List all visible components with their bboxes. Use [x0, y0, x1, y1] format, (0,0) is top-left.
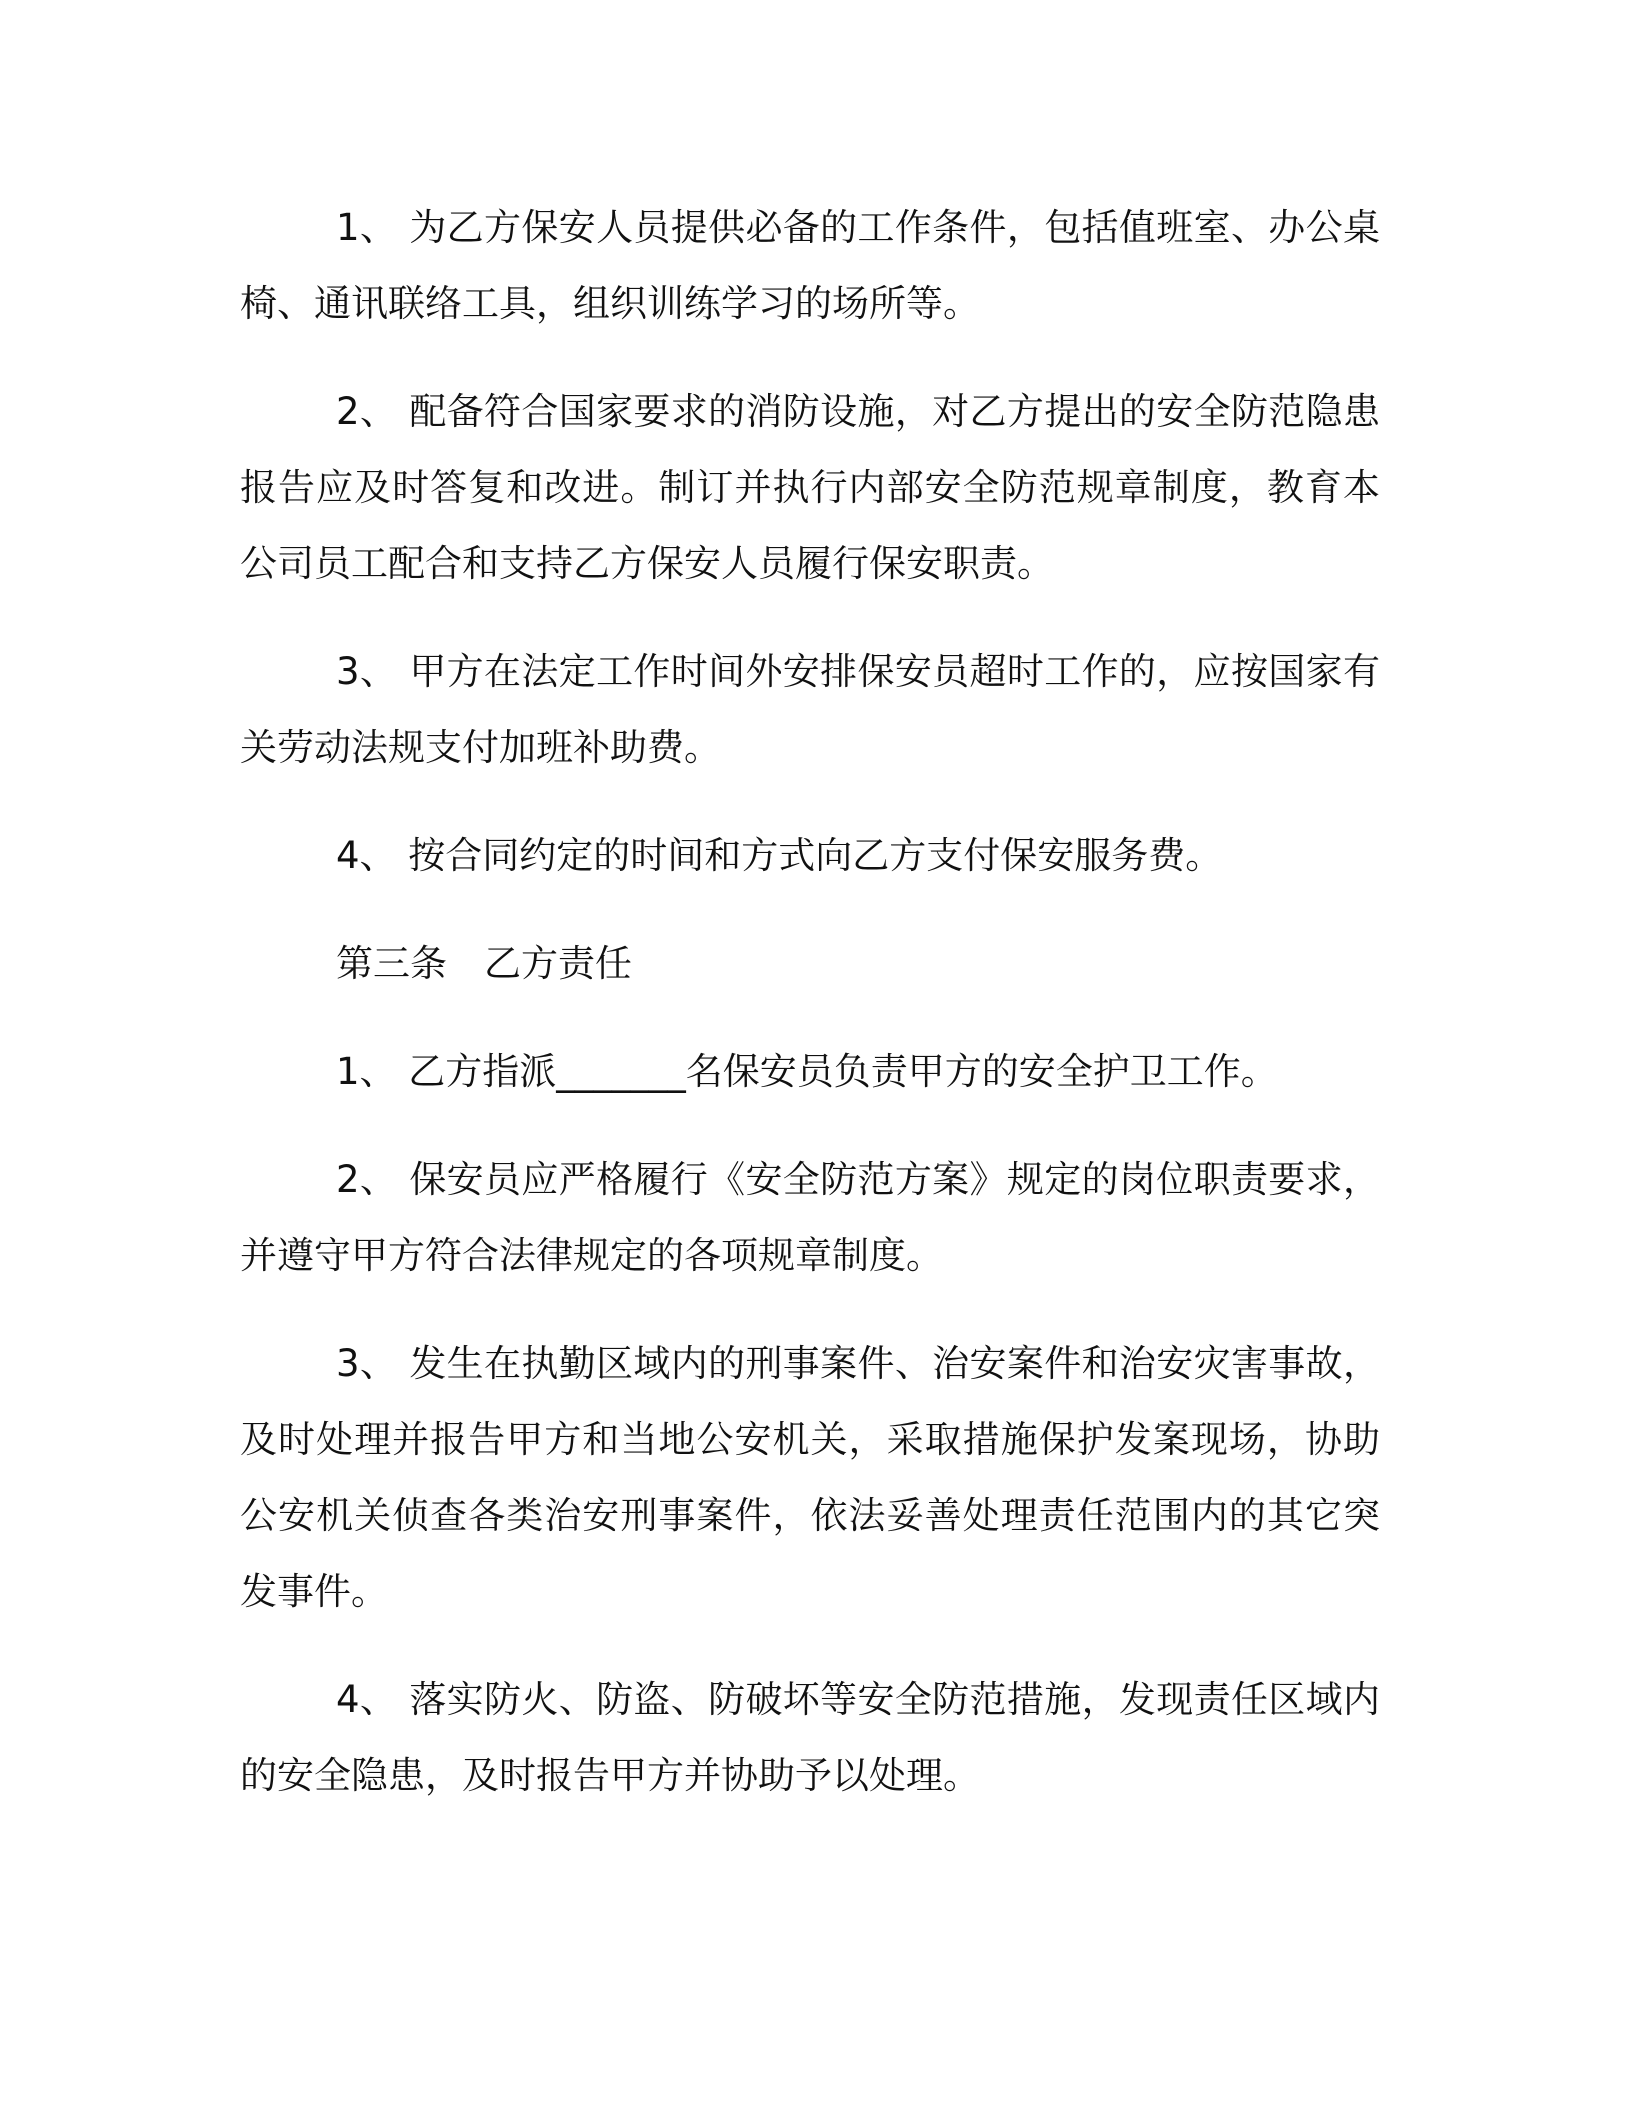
clause-paragraph: 1、 为乙方保安人员提供必备的工作条件，包括值班室、办公桌椅、通讯联络工具，组织训练学习的场所等。 [240, 206, 1380, 325]
clause-paragraph: 4、 落实防火、防盗、防破坏等安全防范措施，发现责任区域内的安全隐患，及时报告甲方并协助予以处理。 [240, 1678, 1380, 1797]
clause-paragraph: 3、 发生在执勤区域内的刑事案件、治安案件和治安灾害事故，及时处理并报告甲方和当地公安机关，采取措施保护发案现场，协助公安机关侦查各类治安刑事案件，依法妥善处理责任范围内的其它突发事件。 [240, 1342, 1380, 1613]
document-body [240, 190, 1380, 1846]
clause-paragraph: 3、 甲方在法定工作时间外安排保安员超时工作的，应按国家有关劳动法规支付加班补助费。 [240, 650, 1380, 769]
clause-paragraph: 2、 保安员应严格履行《安全防范方案》规定的岗位职责要求，并遵守甲方符合法律规定的各项规章制度。 [240, 1158, 1380, 1277]
clause-paragraph: 1、 乙方指派_______名保安员负责甲方的安全护卫工作。 [336, 1050, 1278, 1093]
clause-paragraph: 2、 配备符合国家要求的消防设施，对乙方提出的安全防范隐患报告应及时答复和改进。制订并执行内部安全防范规章制度，教育本公司员工配合和支持乙方保安人员履行保安职责。 [240, 390, 1380, 585]
clause-paragraph: 4、 按合同约定的时间和方式向乙方支付保安服务费。 [336, 834, 1223, 877]
section-heading: 第三条 乙方责任 [336, 942, 632, 985]
